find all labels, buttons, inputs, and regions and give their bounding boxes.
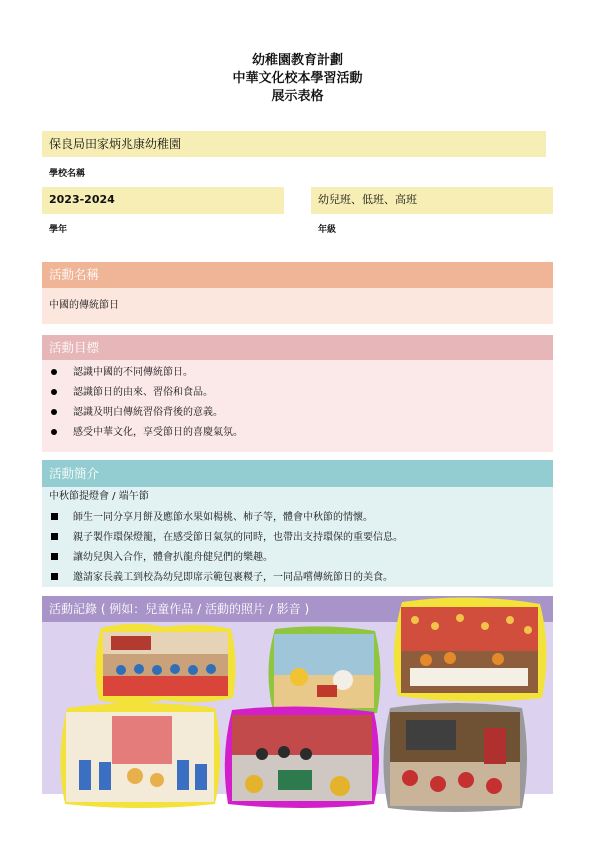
intro-item: 讓幼兒與入合作，體會扒龍舟健兒們的樂趣。 <box>49 548 273 568</box>
intro-body <box>42 487 553 587</box>
activity-name-heading: 活動名稱 <box>42 262 553 288</box>
bullet-square-icon <box>51 513 58 520</box>
activity-photo-display-table <box>390 596 550 704</box>
bullet-dot-icon <box>51 369 57 375</box>
activity-photo-stage <box>93 622 238 706</box>
objective-item: 認識節日的由來、習俗和食品。 <box>49 383 213 403</box>
bullet-square-icon <box>51 533 58 540</box>
grade-field: 幼兒班、低班、高班 <box>311 187 553 214</box>
intro-heading: 活動簡介 <box>42 460 553 487</box>
bullet-square-icon <box>51 573 58 580</box>
intro-item: 師生一同分享月餅及應節水果如楊桃、柿子等，體會中秋節的情懷。 <box>49 508 373 528</box>
title-line-2: 中華文化校本學習活動 <box>232 71 363 86</box>
bullet-square-icon <box>51 553 58 560</box>
bullet-dot-icon <box>51 429 57 435</box>
objective-item: 認識及明白傳統習俗背後的意義。 <box>49 403 223 423</box>
activity-photo-lion-props <box>222 704 382 810</box>
intro-item: 邀請家長義工到校為幼兒即席示範包裹糉子，一同品嚐傳統節日的美食。 <box>49 568 393 588</box>
objective-item: 認識中國的不同傳統節日。 <box>49 363 193 383</box>
school-name-field: 保良局田家炳兆康幼稚園 <box>42 131 546 157</box>
activity-photo-dumpling-demo <box>380 702 530 814</box>
objectives-heading: 活動目標 <box>42 335 553 360</box>
activity-photo-lanterns <box>57 702 223 810</box>
objectives-list <box>42 360 553 452</box>
bullet-dot-icon <box>51 409 57 415</box>
bullet-dot-icon <box>51 389 57 395</box>
intro-item: 親子製作環保燈籠，在感受節日氣氛的同時，也帶出支持環保的重要信息。 <box>49 528 403 548</box>
school-year-field: 2023-2024 <box>42 187 284 214</box>
grade-label: 年級 <box>318 225 337 235</box>
title-line-1: 幼稚園教育計劃 <box>251 53 343 68</box>
objective-item: 感受中華文化，享受節日的喜慶氣氛。 <box>49 423 243 443</box>
page-title <box>0 52 595 106</box>
intro-subtitle: 中秋節提燈會 / 端午節 <box>49 491 149 502</box>
title-line-3: 展示表格 <box>271 89 324 104</box>
school-year-label: 學年 <box>49 225 68 235</box>
records-heading: 活動記錄 ( 例如：兒童作品 / 活動的照片 / 影音 ) <box>42 596 553 622</box>
activity-name-value: 中國的傳統節日 <box>42 288 553 324</box>
school-name-label: 學校名稱 <box>49 169 86 179</box>
